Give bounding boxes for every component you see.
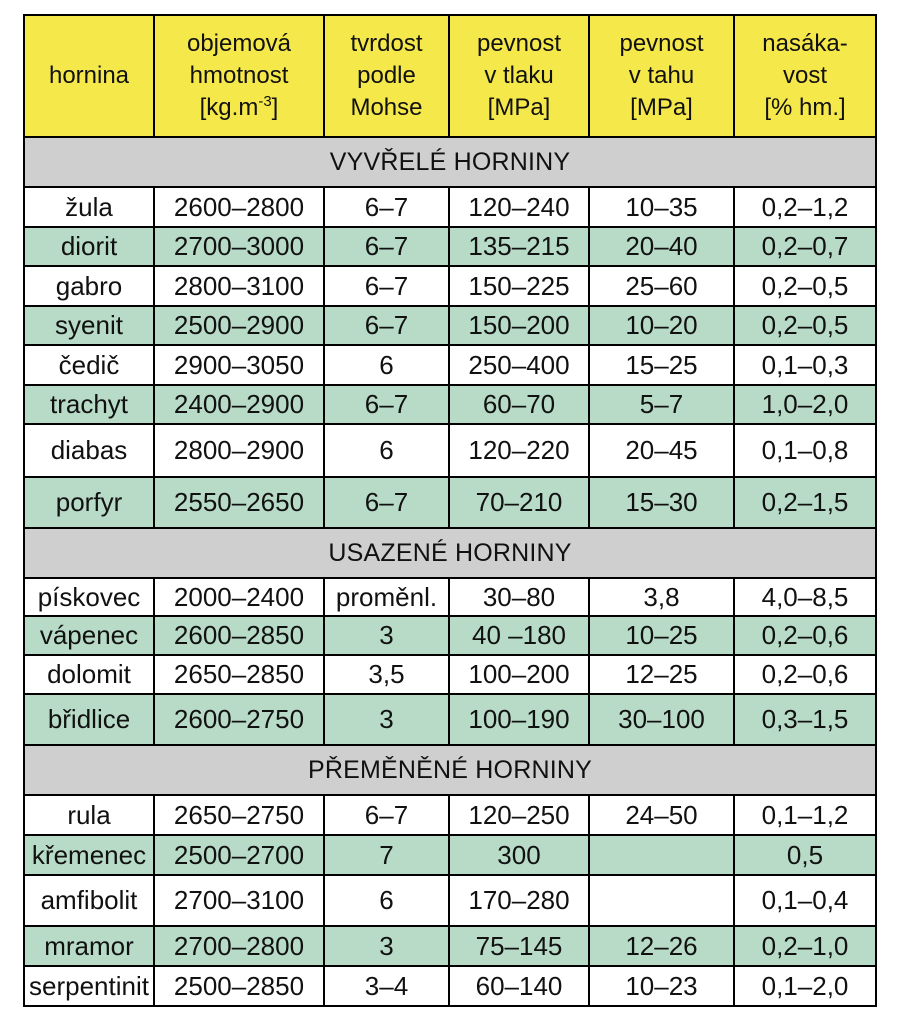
cell-compressive: 75–145 [449, 926, 589, 966]
section-title: PŘEMĚNĚNÉ HORNINY [24, 745, 876, 795]
cell-name: porfyr [24, 477, 154, 528]
cell-tensile: 24–50 [589, 795, 734, 835]
cell-absorption: 4,0–8,5 [734, 578, 876, 616]
table-row [24, 306, 876, 345]
cell-density: 2600–2750 [154, 694, 324, 745]
cell-tensile [589, 835, 734, 875]
cell-density: 2700–2800 [154, 926, 324, 966]
cell-hardness: 6 [324, 424, 449, 477]
cell-density: 2700–3100 [154, 875, 324, 926]
table-row [24, 424, 876, 477]
cell-name: pískovec [24, 578, 154, 616]
cell-hardness: 3,5 [324, 655, 449, 694]
cell-tensile: 10–20 [589, 306, 734, 345]
cell-hardness: 6–7 [324, 266, 449, 306]
table-row [24, 694, 876, 745]
cell-tensile: 25–60 [589, 266, 734, 306]
cell-absorption: 0,2–0,6 [734, 616, 876, 655]
section-row [24, 137, 876, 187]
cell-name: rula [24, 795, 154, 835]
cell-name: amfibolit [24, 875, 154, 926]
cell-tensile: 12–26 [589, 926, 734, 966]
table-row [24, 795, 876, 835]
cell-density: 2600–2850 [154, 616, 324, 655]
cell-hardness: 3 [324, 694, 449, 745]
cell-tensile: 15–25 [589, 345, 734, 385]
cell-absorption: 0,2–1,2 [734, 187, 876, 227]
header-row [24, 15, 876, 137]
cell-compressive: 150–225 [449, 266, 589, 306]
section-row [24, 745, 876, 795]
header-density-line1: objemová [186, 30, 292, 57]
header-density-close: ] [271, 94, 279, 121]
cell-tensile: 5–7 [589, 385, 734, 424]
table-row [24, 655, 876, 694]
table-row [24, 926, 876, 966]
cell-absorption: 0,2–0,6 [734, 655, 876, 694]
cell-absorption: 0,5 [734, 835, 876, 875]
cell-density: 2500–2900 [154, 306, 324, 345]
cell-absorption: 0,2–0,7 [734, 227, 876, 266]
section-row [24, 528, 876, 578]
cell-tensile: 20–45 [589, 424, 734, 477]
cell-density: 2800–3100 [154, 266, 324, 306]
cell-absorption: 0,1–0,4 [734, 875, 876, 926]
table-header [24, 15, 876, 137]
table-row [24, 266, 876, 306]
cell-tensile: 10–25 [589, 616, 734, 655]
cell-hardness: 6–7 [324, 385, 449, 424]
cell-hardness: 6 [324, 875, 449, 926]
table-row [24, 578, 876, 616]
cell-tensile [589, 875, 734, 926]
table-row [24, 875, 876, 926]
cell-name: serpentinit [24, 966, 154, 1006]
cell-name: gabro [24, 266, 154, 306]
cell-compressive: 60–140 [449, 966, 589, 1006]
cell-hardness: proměnl. [324, 578, 449, 616]
cell-absorption: 0,2–0,5 [734, 306, 876, 345]
cell-compressive: 135–215 [449, 227, 589, 266]
cell-hardness: 6–7 [324, 477, 449, 528]
cell-absorption: 0,1–2,0 [734, 966, 876, 1006]
cell-density: 2500–2700 [154, 835, 324, 875]
cell-density: 2800–2900 [154, 424, 324, 477]
header-absorption: nasáka- vost [% hm.] [734, 15, 876, 137]
cell-compressive: 100–190 [449, 694, 589, 745]
cell-tensile: 20–40 [589, 227, 734, 266]
table-row [24, 345, 876, 385]
cell-density: 2650–2850 [154, 655, 324, 694]
cell-tensile: 12–25 [589, 655, 734, 694]
cell-density: 2000–2400 [154, 578, 324, 616]
table-row [24, 227, 876, 266]
cell-compressive: 300 [449, 835, 589, 875]
cell-absorption: 0,1–0,8 [734, 424, 876, 477]
cell-compressive: 40 –180 [449, 616, 589, 655]
cell-name: diabas [24, 424, 154, 477]
cell-absorption: 0,2–1,5 [734, 477, 876, 528]
header-density [154, 15, 324, 137]
header-density-exponent: -3 [258, 93, 272, 110]
cell-name: diorit [24, 227, 154, 266]
cell-tensile: 30–100 [589, 694, 734, 745]
cell-hardness: 3 [324, 616, 449, 655]
cell-compressive: 30–80 [449, 578, 589, 616]
rock-properties-table [23, 14, 877, 1007]
section-title: VYVŘELÉ HORNINY [24, 137, 876, 187]
cell-name: dolomit [24, 655, 154, 694]
cell-hardness: 6–7 [324, 227, 449, 266]
cell-absorption: 0,2–1,0 [734, 926, 876, 966]
cell-density: 2900–3050 [154, 345, 324, 385]
cell-name: mramor [24, 926, 154, 966]
cell-absorption: 0,1–0,3 [734, 345, 876, 385]
cell-absorption: 0,1–1,2 [734, 795, 876, 835]
cell-tensile: 10–23 [589, 966, 734, 1006]
header-density-line2: hmotnost [189, 62, 289, 89]
table-row [24, 385, 876, 424]
header-compressive: pevnost v tlaku [MPa] [449, 15, 589, 137]
cell-tensile: 3,8 [589, 578, 734, 616]
section-title: USAZENÉ HORNINY [24, 528, 876, 578]
cell-compressive: 170–280 [449, 875, 589, 926]
cell-name: čedič [24, 345, 154, 385]
cell-compressive: 100–200 [449, 655, 589, 694]
cell-density: 2500–2850 [154, 966, 324, 1006]
cell-tensile: 15–30 [589, 477, 734, 528]
cell-compressive: 120–240 [449, 187, 589, 227]
cell-compressive: 120–220 [449, 424, 589, 477]
table-row [24, 477, 876, 528]
table-row [24, 835, 876, 875]
cell-hardness: 6 [324, 345, 449, 385]
cell-hardness: 6–7 [324, 306, 449, 345]
cell-name: žula [24, 187, 154, 227]
cell-absorption: 0,2–0,5 [734, 266, 876, 306]
header-hardness: tvrdost podle Mohse [324, 15, 449, 137]
cell-name: vápenec [24, 616, 154, 655]
cell-compressive: 60–70 [449, 385, 589, 424]
cell-compressive: 150–200 [449, 306, 589, 345]
cell-compressive: 250–400 [449, 345, 589, 385]
cell-absorption: 1,0–2,0 [734, 385, 876, 424]
cell-compressive: 70–210 [449, 477, 589, 528]
cell-density: 2700–3000 [154, 227, 324, 266]
cell-density: 2400–2900 [154, 385, 324, 424]
cell-density: 2600–2800 [154, 187, 324, 227]
cell-hardness: 6–7 [324, 795, 449, 835]
table-row [24, 966, 876, 1006]
header-rock: hornina [24, 15, 154, 137]
header-tensile: pevnost v tahu [MPa] [589, 15, 734, 137]
table-body [24, 137, 876, 1006]
cell-density: 2550–2650 [154, 477, 324, 528]
cell-name: křemenec [24, 835, 154, 875]
cell-density: 2650–2750 [154, 795, 324, 835]
cell-name: břidlice [24, 694, 154, 745]
cell-hardness: 3–4 [324, 966, 449, 1006]
cell-hardness: 3 [324, 926, 449, 966]
cell-absorption: 0,3–1,5 [734, 694, 876, 745]
cell-name: syenit [24, 306, 154, 345]
cell-hardness: 7 [324, 835, 449, 875]
table-row [24, 616, 876, 655]
cell-tensile: 10–35 [589, 187, 734, 227]
cell-name: trachyt [24, 385, 154, 424]
cell-hardness: 6–7 [324, 187, 449, 227]
cell-compressive: 120–250 [449, 795, 589, 835]
table-row [24, 187, 876, 227]
header-density-unit: [kg.m [199, 94, 259, 121]
